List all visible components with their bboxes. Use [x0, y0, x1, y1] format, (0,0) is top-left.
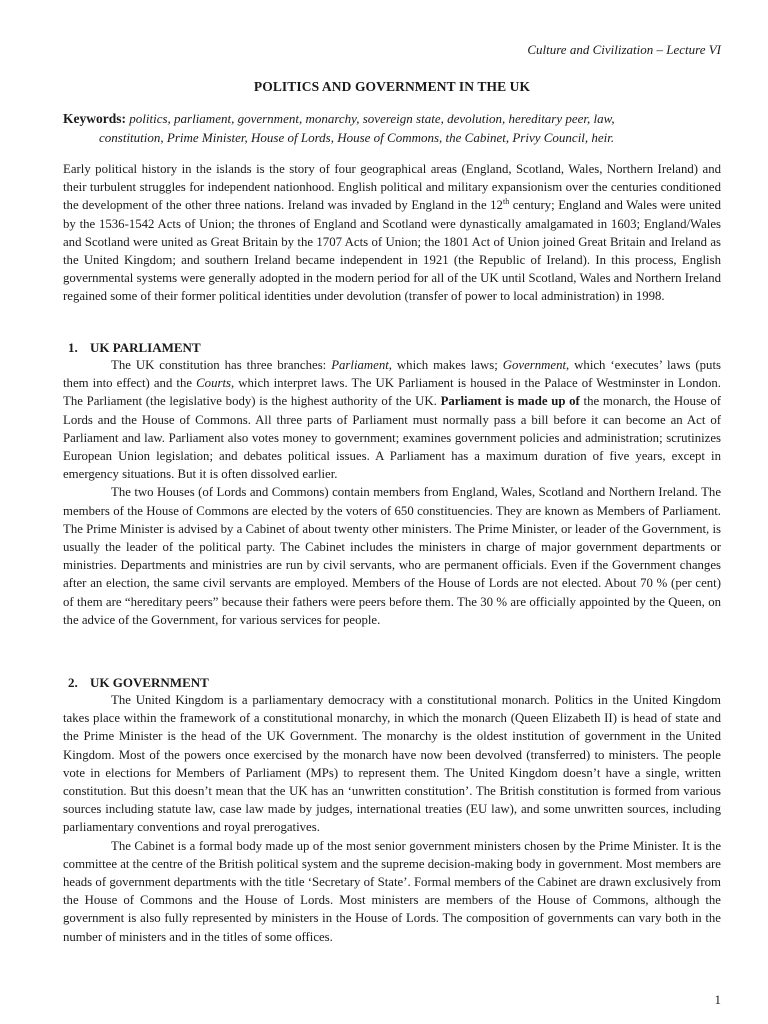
- section-1-heading: [68, 340, 201, 356]
- section-2-heading: [68, 675, 209, 691]
- emphasis-government: Government: [502, 358, 567, 372]
- bold-parliament-made-up: Parliament is made up of: [440, 394, 580, 409]
- section-1-body: [63, 356, 721, 629]
- document-title: POLITICS AND GOVERNMENT IN THE UK: [253, 79, 531, 94]
- section-1-paragraph-1: [63, 356, 721, 483]
- section-1-number: 1.: [68, 340, 78, 355]
- keywords-line-1: [63, 109, 721, 128]
- intro-text-part-1: Early political history in the islands is the story of four geographical areas (England, Scotland, Wales, Northern Ireland) and their turbulent struggles for independent nationhood. English political and military expansionism over the centuries conditioned the development of the other three nations. Ireland was invaded by England in the 12: [63, 162, 721, 213]
- intro-paragraph: [63, 160, 721, 306]
- keywords-list-2: constitution, Prime Minister, House of Lords, House of Commons, the Cabinet, Privy Council, heir.: [99, 130, 615, 145]
- section-1-paragraph-2: The two Houses (of Lords and Commons) contain members from England, Wales, Scotland and Northern Ireland. The members of the House of Commons are elected by the voters of 650 constituencies. They are known as Members of Parliament. The Prime Minister is advised by a Cabinet of about twenty other ministers. The Prime Minister, or leader of the Government, is usually the leader of the political party. The Cabinet includes the ministers in charge of major government departments or ministries. Departments and ministries are run by civil servants, who are permanent officials. Even if the Government changes after an election, the same civil servants are employed. Members of the House of Lords are not elected. About 70 % (per cent) of them are “hereditary peers” because their fathers were peers before them. The 30 % are officially appointed by the Queen, on the advice of the Government, for various services for people.: [63, 485, 721, 627]
- document-page: [63, 0, 721, 1024]
- text-run: , which ‘executes’ laws (puts them into effect) and the: [63, 358, 721, 391]
- text-run: the monarch, the House of Lords and the House of Commons. All three parts of Parliament must normally pass a bill before it can become an Act of Parliament and law. Parliament also votes money to government; examines government policies and administration; scrutinizes European Union legislation; and debates political issues. A Parliament has a maximum duration of five years, except in emergency situations. But it is often dissolved earlier.: [63, 394, 721, 482]
- section-2-body: [63, 691, 721, 946]
- text-run: , which makes laws;: [388, 358, 503, 372]
- page-number: 1: [714, 992, 721, 1007]
- running-header: Culture and Civilization – Lecture VI: [527, 42, 721, 57]
- ordinal-superscript: th: [502, 197, 510, 207]
- emphasis-parliament: Parliament: [331, 358, 389, 372]
- section-1-title: UK PARLIAMENT: [90, 340, 201, 355]
- keywords-label: Keywords:: [63, 111, 126, 126]
- intro-section: [63, 160, 721, 306]
- text-run: , which interpret laws. The UK Parliament is housed in the Palace of Westminster in London. The Parliament (the legislative body) is the highest authority of the UK.: [63, 376, 722, 409]
- keywords-list-1: politics, parliament, government, monarchy, sovereign state, devolution, hereditary peer, law,: [129, 111, 615, 126]
- intro-text-part-2: century; England and Wales were united by the 1536-1542 Acts of Union; the thrones of England and Scotland were dynastically amalgamated in 1603; England/Wales and Scotland were united as Great Britain by the 1707 Acts of Union; the 1801 Act of Union joined Great Britain and Ireland as the United Kingdom; and southern Ireland became independent in 1921 (the Republic of Ireland). In this process, English governmental systems were generally adopted in the modern period for all of the UK until Scotland, Wales and Northern Ireland regained some of their former political identities under devolution (transfer of power to local administration) in 1998.: [63, 198, 722, 304]
- text-run: The UK constitution has three branches:: [111, 358, 332, 372]
- section-2-paragraph-2: The Cabinet is a formal body made up of the most senior government ministers chosen by the Prime Minister. It is the committee at the centre of the British political system and the supreme decision-making body in government. Most members are heads of government departments with the title ‘Secretary of State’. Formal members of the Cabinet are drawn exclusively from the House of Commons and the House of Lords. Most ministers are members of the House of Commons, although the government is also fully represented by ministers in the House of Lords. The composition of governments can vary both in the number of ministers and in the titles of some offices.: [63, 838, 721, 944]
- keywords-block: [63, 109, 721, 147]
- section-2-number: 2.: [68, 675, 78, 690]
- section-2-title: UK GOVERNMENT: [90, 675, 209, 690]
- emphasis-courts: Courts: [196, 376, 231, 391]
- section-2-paragraph-1: The United Kingdom is a parliamentary democracy with a constitutional monarch. Politics in the United Kingdom takes place within the framework of a constitutional monarchy, in which the monarch (Queen Elizabeth II) is head of state and the Prime Minister is the head of the UK Government. The monarchy is the oldest institution of government in the United Kingdom. Most of the powers once exercised by the monarch have now been devolved (transferred) to ministers. The people vote in elections for Members of Parliament (MPs) to represent them. The United Kingdom doesn’t have a single, written constitution. But this doesn’t mean that the UK has an ‘unwritten constitution’. The British constitution is formed from various sources including statute law, case law made by judges, international treaties (EU law), and some unwritten sources, including parliamentary conventions and royal prerogatives.: [63, 693, 721, 835]
